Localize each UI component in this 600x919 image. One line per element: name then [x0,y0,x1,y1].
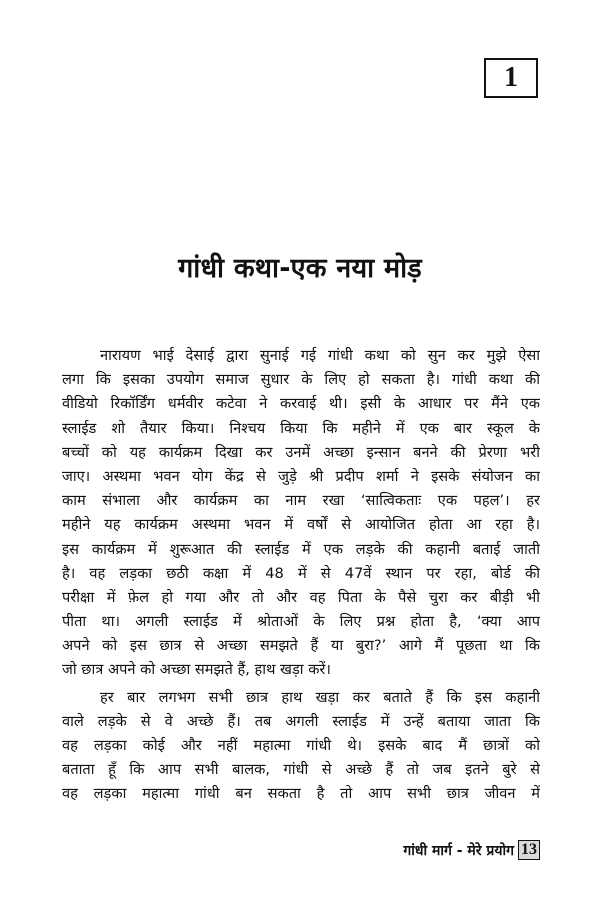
text-line: बच्चों को यह कार्यक्रम दिखा कर उनमें अच्छा इन्सान बनने की प्रेरणा भरी [62,443,540,461]
text-line: लगा कि इसका उपयोग समाज सुधार के लिए हो सकता है। गांधी कथा की [62,371,540,389]
body-text [62,344,540,807]
text-line: अपने को इस छात्र से अच्छा समझते हैं या बुरा?’ आगे मैं पूछता था कि [62,637,540,655]
text-line: है। वह लड़का छठी कक्षा में 48 में से 47वें स्थान पर रहा, बोर्ड की [62,564,540,582]
text-line: नारायण भाई देसाई द्वारा सुनाई गई गांधी कथा को सुन कर मुझे ऐसा [100,347,540,364]
paragraph-1 [62,344,540,683]
chapter-title: गांधी कथा-एक नया मोड़ [178,253,422,284]
text-line: वीडियो रिकॉर्डिंग धर्मवीर कटेवा ने करवाई थी। इसी के आधार पर मैंने एक [62,395,540,413]
paragraph-2 [62,686,540,807]
text-line: परीक्षा में फ़ेल हो गया और तो और वह पिता के पैसे चुरा कर बीड़ी भी [62,588,540,606]
text-line: स्लाईड शो तैयार किया। निश्चय किया कि महीने में एक बार स्कूल के [62,419,540,437]
text-line: वह लड़का महात्मा गांधी बन सकता है तो आप सभी छात्र जीवन में [62,785,540,803]
chapter-number: 1 [504,62,518,93]
text-line: हर बार लगभग सभी छात्र हाथ खड़ा कर बताते हैं कि इस कहानी [100,688,540,706]
text-line: इस कार्यक्रम में शुरूआत की स्लाईड में एक लड़के की कहानी बताई जाती [62,540,540,558]
text-line: पीता था। अगली स्लाईड में श्रोताओं के लिए प्रश्न होता है, ‘क्या आप [62,613,540,631]
text-line: महीने यह कार्यक्रम अस्थमा भवन में वर्षों से आयोजित होता आ रहा है। [62,516,540,534]
footer-book-title: गांधी मार्ग - मेरे प्रयोग [403,842,514,859]
text-line: जो छात्र अपने को अच्छा समझते हैं, हाथ खड़ा करें। [62,661,331,679]
text-line: बताता हूँ कि आप सभी बालक, गांधी से अच्छे हैं तो जब इतने बुरे से [62,761,540,779]
text-line: काम संभाला और कार्यक्रम का नाम रखा ‘सात्विकताः एक पहल’। हर [62,492,540,510]
chapter-number-box [484,58,538,98]
page-footer [403,840,540,860]
text-line: जाए। अस्थमा भवन योग केंद्र से जुड़े श्री प्रदीप शर्मा ने इसके संयोजन का [62,467,540,485]
text-line: वह लड़का कोई और नहीं महात्मा गांधी थे। इसके बाद मैं छात्रों को [62,737,540,754]
text-line: वाले लड़के से वे अच्छे हैं। तब अगली स्लाईड में उन्हें बताया जाता कि [62,712,540,730]
page-number: 13 [518,840,540,860]
